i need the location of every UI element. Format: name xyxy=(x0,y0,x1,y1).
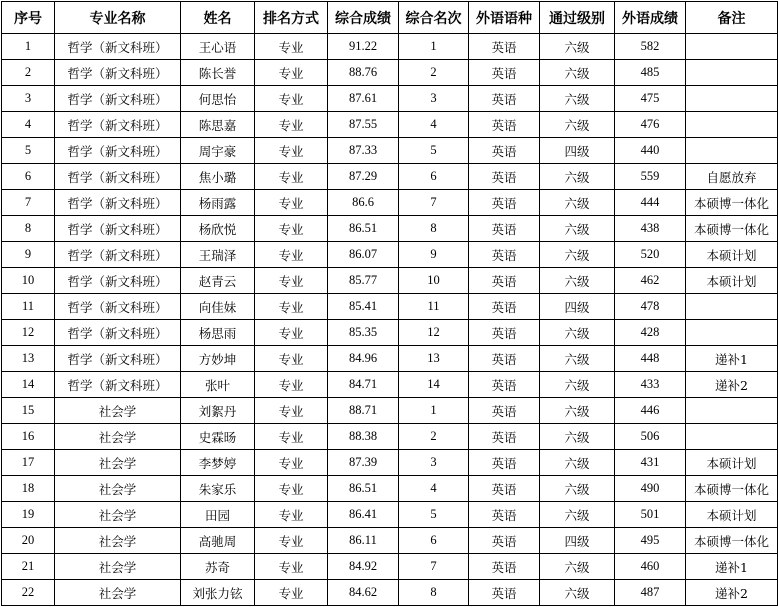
serial-cell: 1 xyxy=(2,34,55,60)
remarks-cell: 本硕博一体化 xyxy=(686,528,778,554)
table-row xyxy=(2,372,778,398)
serial-cell: 14 xyxy=(2,372,55,398)
ranking-method-cell: 专业 xyxy=(255,164,328,190)
language-score-cell: 478 xyxy=(615,294,686,320)
serial-cell: 22 xyxy=(2,580,55,606)
major-cell: 哲学（新文科班） xyxy=(55,190,181,216)
ranking-method-cell: 专业 xyxy=(255,34,328,60)
major-cell: 社会学 xyxy=(55,424,181,450)
serial-cell: 19 xyxy=(2,502,55,528)
level-cell: 六级 xyxy=(540,190,615,216)
overall-score-cell: 85.77 xyxy=(328,268,399,294)
name-cell: 刘张力铉 xyxy=(181,580,255,606)
language-cell: 英语 xyxy=(469,424,540,450)
language-score-cell: 475 xyxy=(615,86,686,112)
level-cell: 六级 xyxy=(540,60,615,86)
overall-score-cell: 88.71 xyxy=(328,398,399,424)
overall-rank-cell: 5 xyxy=(399,138,469,164)
overall-score-cell: 84.96 xyxy=(328,346,399,372)
name-cell: 田园 xyxy=(181,502,255,528)
overall-score-cell: 85.35 xyxy=(328,320,399,346)
serial-cell: 6 xyxy=(2,164,55,190)
table-row xyxy=(2,398,778,424)
overall-rank-cell: 3 xyxy=(399,86,469,112)
major-cell: 哲学（新文科班） xyxy=(55,346,181,372)
overall-rank-cell: 9 xyxy=(399,242,469,268)
table-row xyxy=(2,502,778,528)
overall-rank-cell: 11 xyxy=(399,294,469,320)
name-cell: 朱家乐 xyxy=(181,476,255,502)
language-cell: 英语 xyxy=(469,502,540,528)
major-cell: 哲学（新文科班） xyxy=(55,86,181,112)
language-cell: 英语 xyxy=(469,138,540,164)
language-score-cell: 485 xyxy=(615,60,686,86)
overall-rank-cell: 7 xyxy=(399,190,469,216)
level-cell: 四级 xyxy=(540,138,615,164)
level-cell: 六级 xyxy=(540,268,615,294)
ranking-method-cell: 专业 xyxy=(255,294,328,320)
language-score-cell: 495 xyxy=(615,528,686,554)
serial-cell: 21 xyxy=(2,554,55,580)
overall-score-cell: 86.6 xyxy=(328,190,399,216)
col-serial-header: 序号 xyxy=(2,2,55,34)
major-cell: 哲学（新文科班） xyxy=(55,34,181,60)
col-ranking-method-header: 排名方式 xyxy=(255,2,328,34)
overall-score-cell: 88.76 xyxy=(328,60,399,86)
serial-cell: 17 xyxy=(2,450,55,476)
ranking-method-cell: 专业 xyxy=(255,528,328,554)
ranking-method-cell: 专业 xyxy=(255,346,328,372)
remarks-cell xyxy=(686,294,778,320)
name-cell: 王心语 xyxy=(181,34,255,60)
table-row xyxy=(2,580,778,606)
level-cell: 六级 xyxy=(540,34,615,60)
level-cell: 六级 xyxy=(540,320,615,346)
name-cell: 王瑞泽 xyxy=(181,242,255,268)
table-row xyxy=(2,294,778,320)
language-cell: 英语 xyxy=(469,346,540,372)
major-cell: 社会学 xyxy=(55,554,181,580)
ranking-method-cell: 专业 xyxy=(255,190,328,216)
col-language-score-header: 外语成绩 xyxy=(615,2,686,34)
ranking-method-cell: 专业 xyxy=(255,216,328,242)
overall-score-cell: 87.55 xyxy=(328,112,399,138)
overall-rank-cell: 12 xyxy=(399,320,469,346)
major-cell: 哲学（新文科班） xyxy=(55,138,181,164)
name-cell: 焦小璐 xyxy=(181,164,255,190)
col-level-header: 通过级别 xyxy=(540,2,615,34)
major-cell: 哲学（新文科班） xyxy=(55,242,181,268)
name-cell: 向佳妹 xyxy=(181,294,255,320)
table-row xyxy=(2,268,778,294)
table-row xyxy=(2,34,778,60)
remarks-cell: 本硕计划 xyxy=(686,268,778,294)
table-row xyxy=(2,450,778,476)
overall-score-cell: 84.71 xyxy=(328,372,399,398)
major-cell: 社会学 xyxy=(55,580,181,606)
ranking-method-cell: 专业 xyxy=(255,112,328,138)
col-language-header: 外语语种 xyxy=(469,2,540,34)
overall-rank-cell: 8 xyxy=(399,580,469,606)
overall-score-cell: 85.41 xyxy=(328,294,399,320)
serial-cell: 4 xyxy=(2,112,55,138)
overall-score-cell: 88.38 xyxy=(328,424,399,450)
level-cell: 六级 xyxy=(540,554,615,580)
language-score-cell: 462 xyxy=(615,268,686,294)
name-cell: 陈思嘉 xyxy=(181,112,255,138)
overall-rank-cell: 8 xyxy=(399,216,469,242)
ranking-method-cell: 专业 xyxy=(255,86,328,112)
name-cell: 史霖旸 xyxy=(181,424,255,450)
serial-cell: 7 xyxy=(2,190,55,216)
name-cell: 周宇豪 xyxy=(181,138,255,164)
language-score-cell: 440 xyxy=(615,138,686,164)
name-cell: 赵青云 xyxy=(181,268,255,294)
level-cell: 六级 xyxy=(540,424,615,450)
language-score-cell: 582 xyxy=(615,34,686,60)
serial-cell: 2 xyxy=(2,60,55,86)
major-cell: 哲学（新文科班） xyxy=(55,164,181,190)
language-score-cell: 490 xyxy=(615,476,686,502)
ranking-method-cell: 专业 xyxy=(255,554,328,580)
overall-rank-cell: 10 xyxy=(399,268,469,294)
level-cell: 六级 xyxy=(540,346,615,372)
overall-rank-cell: 2 xyxy=(399,424,469,450)
major-cell: 社会学 xyxy=(55,528,181,554)
table-row xyxy=(2,554,778,580)
major-cell: 哲学（新文科班） xyxy=(55,216,181,242)
overall-rank-cell: 1 xyxy=(399,34,469,60)
serial-cell: 15 xyxy=(2,398,55,424)
remarks-cell: 本硕博一体化 xyxy=(686,190,778,216)
level-cell: 六级 xyxy=(540,216,615,242)
language-cell: 英语 xyxy=(469,320,540,346)
table-row xyxy=(2,528,778,554)
remarks-cell xyxy=(686,34,778,60)
serial-cell: 13 xyxy=(2,346,55,372)
name-cell: 李梦婷 xyxy=(181,450,255,476)
language-cell: 英语 xyxy=(469,112,540,138)
overall-score-cell: 86.11 xyxy=(328,528,399,554)
remarks-cell xyxy=(686,320,778,346)
remarks-cell: 递补1 xyxy=(686,346,778,372)
serial-cell: 3 xyxy=(2,86,55,112)
level-cell: 四级 xyxy=(540,528,615,554)
name-cell: 杨欣悦 xyxy=(181,216,255,242)
major-cell: 社会学 xyxy=(55,502,181,528)
overall-score-cell: 87.29 xyxy=(328,164,399,190)
language-cell: 英语 xyxy=(469,242,540,268)
overall-rank-cell: 4 xyxy=(399,476,469,502)
overall-rank-cell: 4 xyxy=(399,112,469,138)
name-cell: 方妙坤 xyxy=(181,346,255,372)
overall-score-cell: 86.07 xyxy=(328,242,399,268)
overall-score-cell: 84.92 xyxy=(328,554,399,580)
ranking-method-cell: 专业 xyxy=(255,580,328,606)
overall-rank-cell: 13 xyxy=(399,346,469,372)
serial-cell: 18 xyxy=(2,476,55,502)
major-cell: 社会学 xyxy=(55,398,181,424)
language-score-cell: 506 xyxy=(615,424,686,450)
language-score-cell: 431 xyxy=(615,450,686,476)
overall-rank-cell: 6 xyxy=(399,528,469,554)
table-row xyxy=(2,164,778,190)
overall-score-cell: 91.22 xyxy=(328,34,399,60)
major-cell: 哲学（新文科班） xyxy=(55,320,181,346)
overall-score-cell: 87.39 xyxy=(328,450,399,476)
language-cell: 英语 xyxy=(469,60,540,86)
remarks-cell: 本硕博一体化 xyxy=(686,216,778,242)
language-score-cell: 476 xyxy=(615,112,686,138)
language-cell: 英语 xyxy=(469,398,540,424)
remarks-cell xyxy=(686,424,778,450)
ranking-method-cell: 专业 xyxy=(255,320,328,346)
language-cell: 英语 xyxy=(469,164,540,190)
overall-rank-cell: 3 xyxy=(399,450,469,476)
level-cell: 六级 xyxy=(540,580,615,606)
remarks-cell xyxy=(686,398,778,424)
ranking-method-cell: 专业 xyxy=(255,398,328,424)
level-cell: 六级 xyxy=(540,476,615,502)
name-cell: 张叶 xyxy=(181,372,255,398)
level-cell: 六级 xyxy=(540,450,615,476)
table-row xyxy=(2,138,778,164)
language-cell: 英语 xyxy=(469,216,540,242)
serial-cell: 16 xyxy=(2,424,55,450)
serial-cell: 5 xyxy=(2,138,55,164)
level-cell: 六级 xyxy=(540,112,615,138)
table-row xyxy=(2,424,778,450)
ranking-method-cell: 专业 xyxy=(255,450,328,476)
col-overall-score-header: 综合成绩 xyxy=(328,2,399,34)
serial-cell: 20 xyxy=(2,528,55,554)
overall-score-cell: 86.51 xyxy=(328,476,399,502)
language-score-cell: 501 xyxy=(615,502,686,528)
level-cell: 六级 xyxy=(540,398,615,424)
remarks-cell: 本硕计划 xyxy=(686,450,778,476)
language-cell: 英语 xyxy=(469,294,540,320)
remarks-cell: 本硕博一体化 xyxy=(686,476,778,502)
language-score-cell: 444 xyxy=(615,190,686,216)
language-cell: 英语 xyxy=(469,450,540,476)
level-cell: 六级 xyxy=(540,164,615,190)
serial-cell: 8 xyxy=(2,216,55,242)
language-score-cell: 487 xyxy=(615,580,686,606)
ranking-method-cell: 专业 xyxy=(255,476,328,502)
serial-cell: 12 xyxy=(2,320,55,346)
level-cell: 四级 xyxy=(540,294,615,320)
language-score-cell: 438 xyxy=(615,216,686,242)
language-score-cell: 448 xyxy=(615,346,686,372)
table-body xyxy=(2,34,778,606)
major-cell: 哲学（新文科班） xyxy=(55,112,181,138)
major-cell: 哲学（新文科班） xyxy=(55,60,181,86)
ranking-table xyxy=(1,1,778,606)
major-cell: 哲学（新文科班） xyxy=(55,372,181,398)
name-cell: 杨思雨 xyxy=(181,320,255,346)
col-major-header: 专业名称 xyxy=(55,2,181,34)
language-cell: 英语 xyxy=(469,580,540,606)
name-cell: 何思怡 xyxy=(181,86,255,112)
overall-rank-cell: 5 xyxy=(399,502,469,528)
remarks-cell xyxy=(686,138,778,164)
overall-score-cell: 87.33 xyxy=(328,138,399,164)
ranking-method-cell: 专业 xyxy=(255,242,328,268)
remarks-cell xyxy=(686,86,778,112)
overall-rank-cell: 14 xyxy=(399,372,469,398)
table-row xyxy=(2,86,778,112)
language-cell: 英语 xyxy=(469,554,540,580)
ranking-method-cell: 专业 xyxy=(255,268,328,294)
language-cell: 英语 xyxy=(469,528,540,554)
major-cell: 社会学 xyxy=(55,476,181,502)
name-cell: 刘絮丹 xyxy=(181,398,255,424)
language-score-cell: 460 xyxy=(615,554,686,580)
table-row xyxy=(2,60,778,86)
table-row xyxy=(2,476,778,502)
level-cell: 六级 xyxy=(540,86,615,112)
table-row xyxy=(2,346,778,372)
overall-score-cell: 86.51 xyxy=(328,216,399,242)
serial-cell: 11 xyxy=(2,294,55,320)
overall-rank-cell: 7 xyxy=(399,554,469,580)
language-cell: 英语 xyxy=(469,34,540,60)
table-row xyxy=(2,190,778,216)
table-row xyxy=(2,216,778,242)
ranking-method-cell: 专业 xyxy=(255,502,328,528)
table-row xyxy=(2,242,778,268)
language-cell: 英语 xyxy=(469,86,540,112)
ranking-method-cell: 专业 xyxy=(255,138,328,164)
language-cell: 英语 xyxy=(469,268,540,294)
remarks-cell: 递补1 xyxy=(686,554,778,580)
language-score-cell: 559 xyxy=(615,164,686,190)
table-row xyxy=(2,320,778,346)
name-cell: 高驰周 xyxy=(181,528,255,554)
ranking-method-cell: 专业 xyxy=(255,372,328,398)
col-overall-rank-header: 综合名次 xyxy=(399,2,469,34)
overall-rank-cell: 6 xyxy=(399,164,469,190)
remarks-cell: 本硕计划 xyxy=(686,242,778,268)
remarks-cell xyxy=(686,112,778,138)
ranking-method-cell: 专业 xyxy=(255,424,328,450)
major-cell: 哲学（新文科班） xyxy=(55,294,181,320)
level-cell: 六级 xyxy=(540,372,615,398)
name-cell: 陈长誉 xyxy=(181,60,255,86)
remarks-cell: 自愿放弃 xyxy=(686,164,778,190)
ranking-method-cell: 专业 xyxy=(255,60,328,86)
col-remarks-header: 备注 xyxy=(686,2,778,34)
language-score-cell: 433 xyxy=(615,372,686,398)
major-cell: 哲学（新文科班） xyxy=(55,268,181,294)
language-cell: 英语 xyxy=(469,190,540,216)
remarks-cell: 本硕计划 xyxy=(686,502,778,528)
overall-rank-cell: 2 xyxy=(399,60,469,86)
major-cell: 社会学 xyxy=(55,450,181,476)
name-cell: 苏奇 xyxy=(181,554,255,580)
remarks-cell: 递补2 xyxy=(686,580,778,606)
header-row xyxy=(2,2,778,34)
serial-cell: 10 xyxy=(2,268,55,294)
language-score-cell: 428 xyxy=(615,320,686,346)
remarks-cell: 递补2 xyxy=(686,372,778,398)
table-row xyxy=(2,112,778,138)
name-cell: 杨雨露 xyxy=(181,190,255,216)
serial-cell: 9 xyxy=(2,242,55,268)
overall-score-cell: 84.62 xyxy=(328,580,399,606)
remarks-cell xyxy=(686,60,778,86)
overall-rank-cell: 1 xyxy=(399,398,469,424)
level-cell: 六级 xyxy=(540,502,615,528)
level-cell: 六级 xyxy=(540,242,615,268)
language-cell: 英语 xyxy=(469,372,540,398)
language-score-cell: 446 xyxy=(615,398,686,424)
language-score-cell: 520 xyxy=(615,242,686,268)
language-cell: 英语 xyxy=(469,476,540,502)
overall-score-cell: 87.61 xyxy=(328,86,399,112)
col-name-header: 姓名 xyxy=(181,2,255,34)
overall-score-cell: 86.41 xyxy=(328,502,399,528)
